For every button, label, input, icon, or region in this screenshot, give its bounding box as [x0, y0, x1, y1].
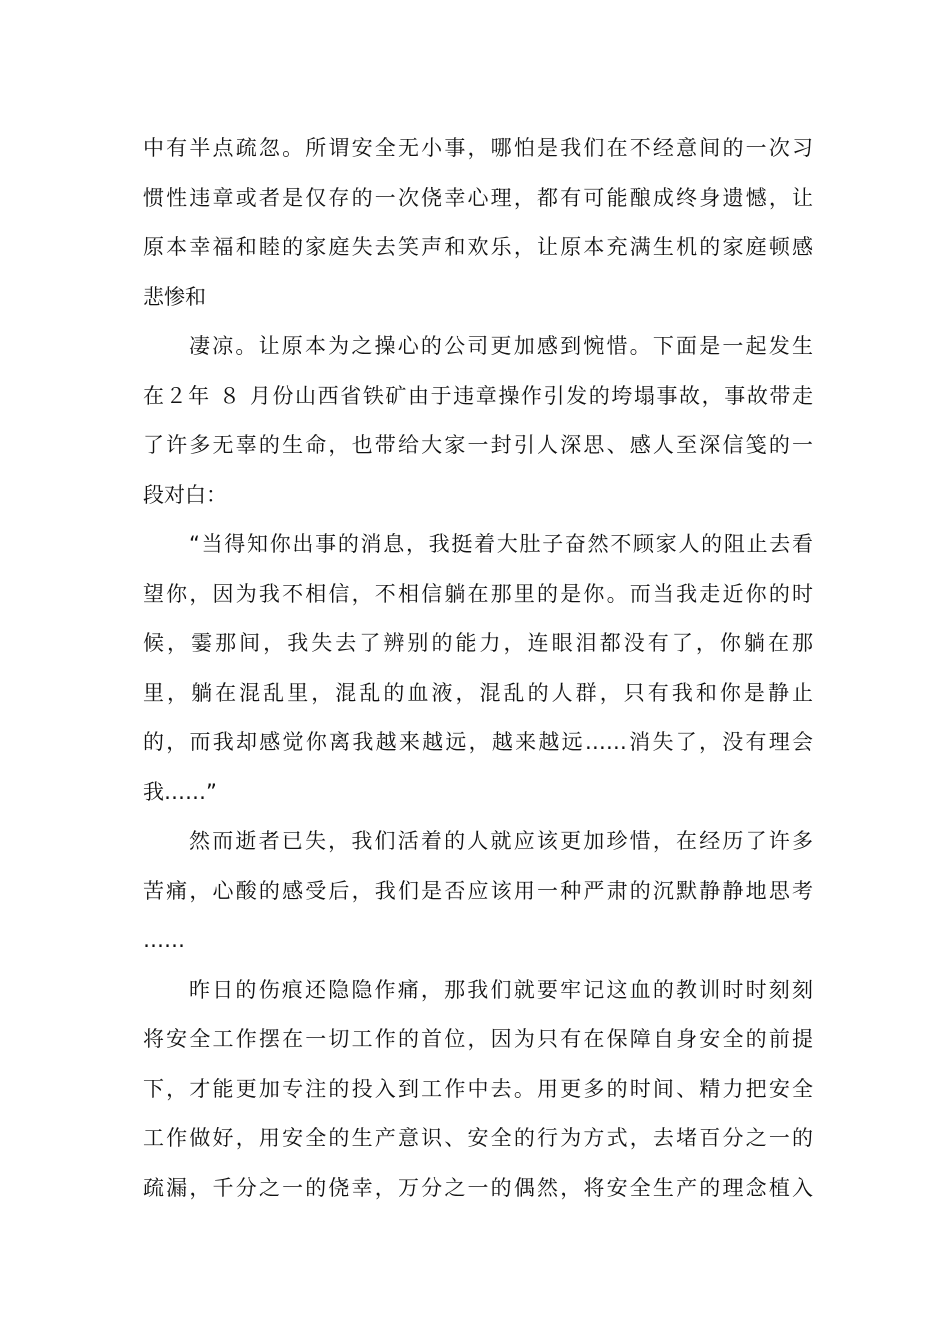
text-line: 惯性违章或者是仅存的一次侥幸心理，都有可能酿成终身遗憾，让	[143, 185, 813, 210]
text-line: 里，躺在混乱里，混乱的血液，混乱的人群，只有我和你是静止	[143, 680, 813, 705]
text-line: 望你，因为我不相信，不相信躺在那里的是你。而当我走近你的时	[143, 581, 813, 606]
text-line: 的，而我却感觉你离我越来越远，越来越远……消失了，没有理会	[143, 730, 813, 754]
paragraph-2	[143, 322, 813, 520]
text-line: 原本幸福和睦的家庭失去笑声和欢乐，让原本充满生机的家庭顿感	[143, 235, 813, 259]
paragraph-3	[143, 520, 813, 817]
text-line: 段对白：	[143, 482, 227, 507]
text-line: 悲惨和	[143, 284, 206, 309]
paragraph-5	[143, 966, 813, 1214]
text-line: 了许多无辜的生命，也带给大家一封引人深思、感人至深信笺的一	[143, 433, 813, 457]
text-line: 昨日的伤痕还隐隐作痛，那我们就要牢记这血的教训时时刻刻	[189, 977, 813, 1002]
text-line: 将安全工作摆在一切工作的首位，因为只有在保障自身安全的前提	[143, 1027, 813, 1051]
text-line: “当得知你出事的消息，我挺着大肚子奋然不顾家人的阻止去看	[189, 532, 813, 556]
text-line: 我……”	[143, 779, 217, 804]
text-line: 凄凉。让原本为之操心的公司更加感到惋惜。下面是一起发生	[189, 334, 813, 358]
text-line: 下，才能更加专注的投入到工作中去。用更多的时间、精力把安全	[143, 1076, 813, 1101]
text-line: 苦痛，心酸的感受后，我们是否应该用一种严肃的沉默静静地思考	[143, 878, 813, 903]
text-line: 疏漏，千分之一的侥幸，万分之一的偶然，将安全生产的理念植入	[143, 1175, 813, 1200]
text-line: 中有半点疏忽。所谓安全无小事，哪怕是我们在不经意间的一次习	[143, 136, 813, 160]
text-line: 候，霎那间，我失去了辨别的能力，连眼泪都没有了，你躺在那	[143, 631, 813, 655]
paragraph-4	[143, 817, 813, 966]
body-text	[143, 124, 813, 1213]
text-line: 工作做好，用安全的生产意识、安全的行为方式，去堵百分之一的	[143, 1126, 813, 1150]
text-line: ……	[143, 928, 185, 952]
text-line: 在２年 ８ 月份山西省铁矿由于违章操作引发的垮塌事故，事故带走	[143, 383, 813, 408]
paragraph-1	[143, 124, 813, 322]
text-line: 然而逝者已失，我们活着的人就应该更加珍惜，在经历了许多	[189, 829, 813, 853]
